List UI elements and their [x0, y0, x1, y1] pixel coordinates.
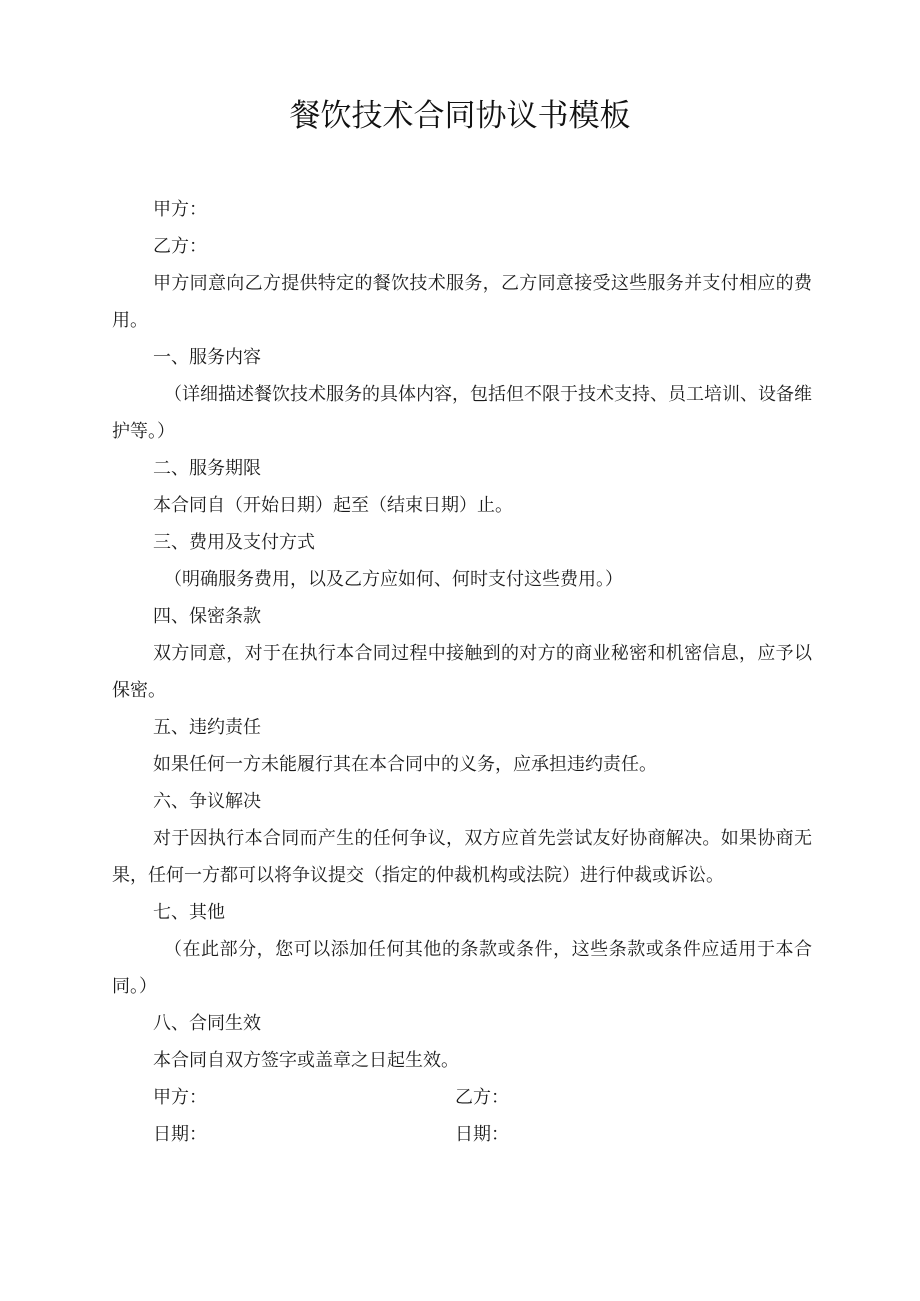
document-body: [112, 191, 812, 1153]
section-text-6: 对于因执行本合同而产生的任何争议，双方应首先尝试友好协商解决。如果协商无果，任何一方都可以将争议提交（指定的仲裁机构或法院）进行仲裁或诉讼。: [112, 828, 812, 886]
section-text-2: 本合同自（开始日期）起至（结束日期）止。: [153, 495, 513, 516]
section-heading-2: 二、服务期限: [153, 458, 261, 479]
section-heading-7: 七、其他: [153, 902, 225, 923]
document-title: 餐饮技术合同协议书模板: [289, 98, 631, 134]
section-heading-3: 三、费用及支付方式: [153, 532, 315, 553]
party-b-line: 乙方：: [153, 236, 207, 257]
signature-party-a: 甲方：: [153, 1087, 207, 1108]
signature-date-b: 日期：: [455, 1124, 509, 1145]
signature-row-parties: [112, 1079, 812, 1116]
signature-date-a: 日期：: [153, 1124, 207, 1145]
section-text-8: 本合同自双方签字或盖章之日起生效。: [153, 1050, 459, 1071]
section-text-5: 如果任何一方未能履行其在本合同中的义务，应承担违约责任。: [153, 754, 657, 775]
section-heading-1: 一、服务内容: [153, 347, 261, 368]
signature-row-dates: [112, 1116, 812, 1153]
section-heading-5: 五、违约责任: [153, 717, 261, 738]
section-text-7: （在此部分，您可以添加任何其他的条款或条件，这些条款或条件应适用于本合同。）: [112, 939, 812, 997]
section-heading-8: 八、合同生效: [153, 1013, 261, 1034]
section-heading-4: 四、保密条款: [153, 606, 261, 627]
section-text-1: （详细描述餐饮技术服务的具体内容，包括但不限于技术支持、员工培训、设备维护等。）: [112, 384, 812, 442]
section-text-3: （明确服务费用，以及乙方应如何、何时支付这些费用。）: [164, 569, 623, 590]
party-a-line: 甲方：: [153, 199, 207, 220]
section-text-4: 双方同意，对于在执行本合同过程中接触到的对方的商业秘密和机密信息，应予以保密。: [112, 643, 812, 701]
section-heading-6: 六、争议解决: [153, 791, 261, 812]
intro-paragraph: 甲方同意向乙方提供特定的餐饮技术服务，乙方同意接受这些服务并支付相应的费用。: [112, 273, 812, 331]
signature-party-b: 乙方：: [455, 1087, 509, 1108]
